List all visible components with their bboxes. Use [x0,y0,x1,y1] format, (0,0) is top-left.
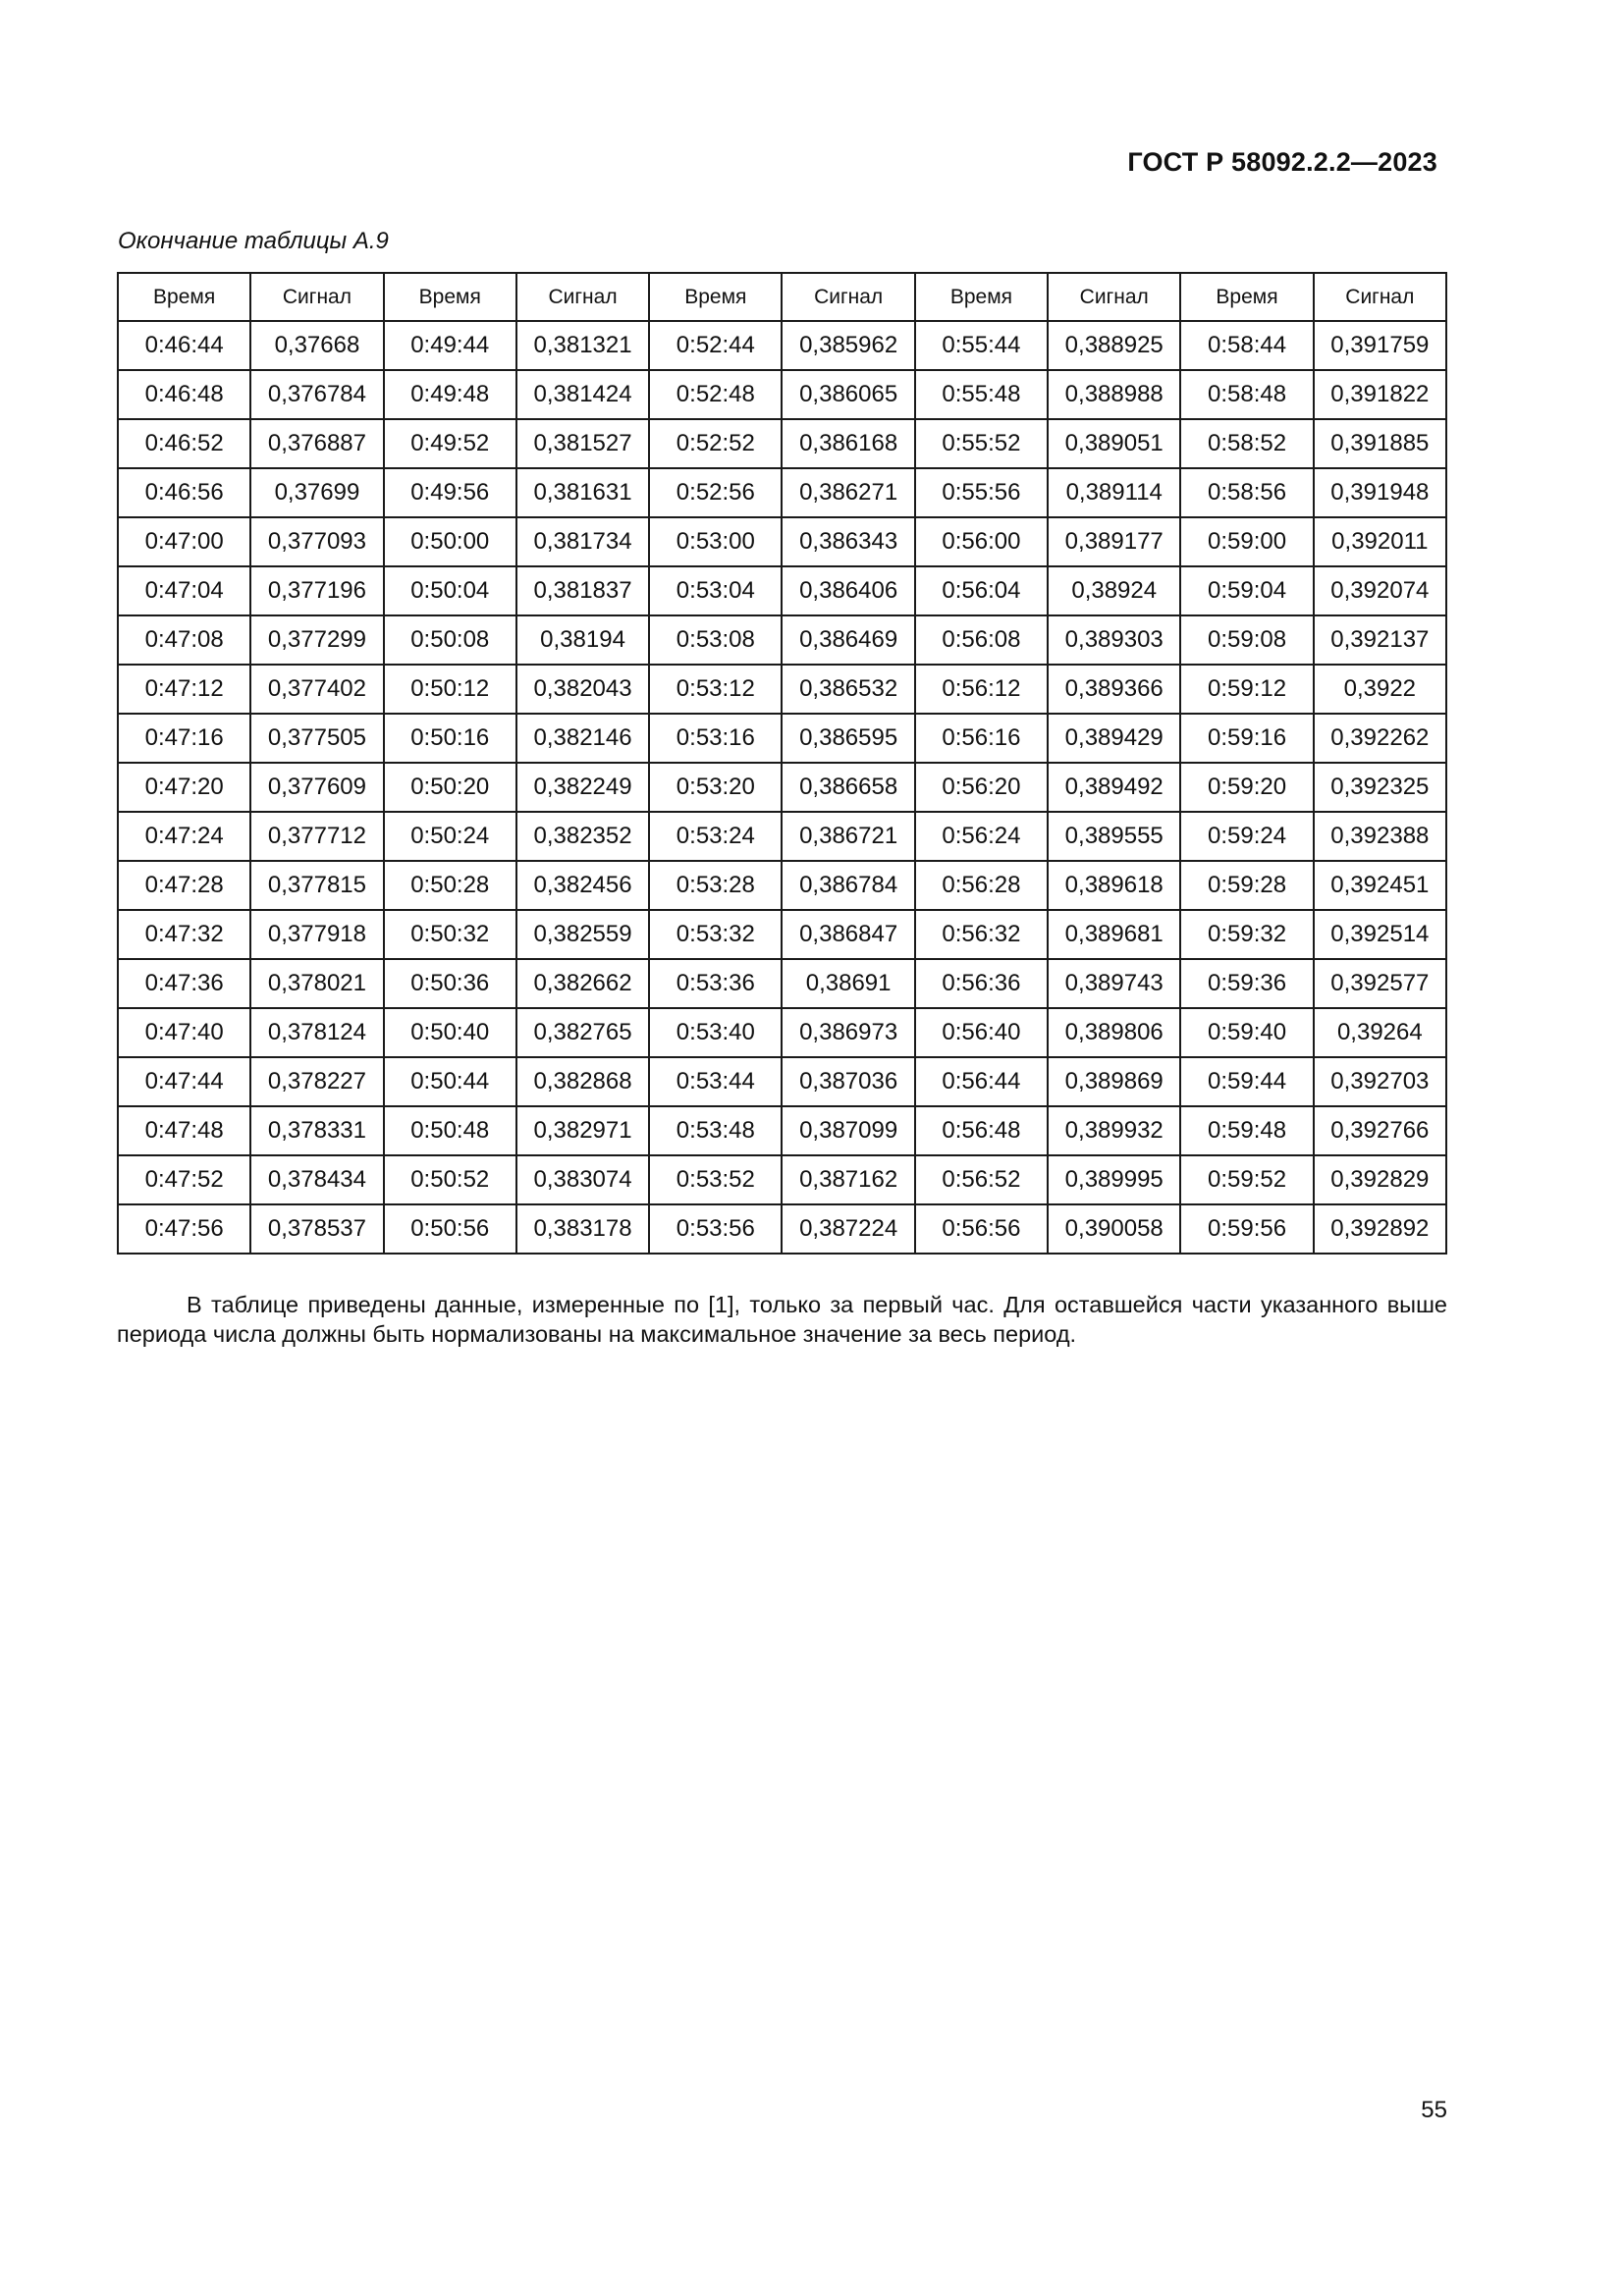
signal-cell: 0,389932 [1048,1106,1180,1155]
column-header: Сигнал [1314,273,1446,321]
time-cell: 0:59:20 [1180,763,1313,812]
signal-cell: 0,378537 [250,1204,383,1254]
signal-cell: 0,392514 [1314,910,1446,959]
signal-cell: 0,389743 [1048,959,1180,1008]
signal-cell: 0,38691 [782,959,914,1008]
time-cell: 0:58:44 [1180,321,1313,370]
signal-cell: 0,389366 [1048,665,1180,714]
signal-cell: 0,389681 [1048,910,1180,959]
signal-cell: 0,391885 [1314,419,1446,468]
time-cell: 0:53:40 [649,1008,782,1057]
signal-cell: 0,389051 [1048,419,1180,468]
time-cell: 0:52:44 [649,321,782,370]
time-cell: 0:59:24 [1180,812,1313,861]
time-cell: 0:53:36 [649,959,782,1008]
table-row [118,861,1446,910]
signal-cell: 0,381527 [516,419,649,468]
time-cell: 0:59:32 [1180,910,1313,959]
signal-cell: 0,392577 [1314,959,1446,1008]
table-row [118,370,1446,419]
column-header: Сигнал [516,273,649,321]
table-body [118,321,1446,1254]
signal-cell: 0,392074 [1314,566,1446,615]
signal-cell: 0,382559 [516,910,649,959]
time-cell: 0:50:48 [384,1106,516,1155]
time-cell: 0:58:48 [1180,370,1313,419]
time-cell: 0:56:28 [915,861,1048,910]
signal-cell: 0,389177 [1048,517,1180,566]
time-cell: 0:56:24 [915,812,1048,861]
time-cell: 0:56:36 [915,959,1048,1008]
time-cell: 0:49:44 [384,321,516,370]
time-cell: 0:56:40 [915,1008,1048,1057]
signal-cell: 0,381321 [516,321,649,370]
time-cell: 0:53:28 [649,861,782,910]
signal-cell: 0,382765 [516,1008,649,1057]
time-cell: 0:59:44 [1180,1057,1313,1106]
time-cell: 0:49:52 [384,419,516,468]
standard-code: ГОСТ Р 58092.2.2—2023 [1127,147,1437,177]
signal-cell: 0,38194 [516,615,649,665]
table-row [118,1204,1446,1254]
signal-cell: 0,378124 [250,1008,383,1057]
signal-cell: 0,386343 [782,517,914,566]
table-row [118,763,1446,812]
time-cell: 0:53:12 [649,665,782,714]
time-cell: 0:46:44 [118,321,250,370]
signal-cell: 0,392262 [1314,714,1446,763]
column-header: Сигнал [1048,273,1180,321]
table-row [118,812,1446,861]
column-header: Время [118,273,250,321]
time-cell: 0:47:04 [118,566,250,615]
column-header: Время [915,273,1048,321]
table-row [118,566,1446,615]
time-cell: 0:53:16 [649,714,782,763]
signal-cell: 0,389492 [1048,763,1180,812]
time-cell: 0:53:44 [649,1057,782,1106]
time-cell: 0:53:04 [649,566,782,615]
signal-cell: 0,381734 [516,517,649,566]
time-cell: 0:59:12 [1180,665,1313,714]
time-cell: 0:56:32 [915,910,1048,959]
time-cell: 0:53:56 [649,1204,782,1254]
time-cell: 0:53:32 [649,910,782,959]
time-cell: 0:50:52 [384,1155,516,1204]
signal-cell: 0,377196 [250,566,383,615]
time-cell: 0:58:56 [1180,468,1313,517]
signal-cell: 0,377093 [250,517,383,566]
signal-cell: 0,381424 [516,370,649,419]
time-cell: 0:56:52 [915,1155,1048,1204]
signal-cell: 0,389806 [1048,1008,1180,1057]
signal-cell: 0,38924 [1048,566,1180,615]
time-cell: 0:56:00 [915,517,1048,566]
time-cell: 0:59:36 [1180,959,1313,1008]
table-row [118,321,1446,370]
signal-cell: 0,386469 [782,615,914,665]
time-cell: 0:52:52 [649,419,782,468]
time-cell: 0:50:36 [384,959,516,1008]
table-row [118,615,1446,665]
signal-cell: 0,382249 [516,763,649,812]
signal-cell: 0,382352 [516,812,649,861]
table-caption: Окончание таблицы А.9 [118,228,389,254]
signal-cell: 0,378227 [250,1057,383,1106]
time-cell: 0:53:24 [649,812,782,861]
time-cell: 0:47:28 [118,861,250,910]
signal-cell: 0,392703 [1314,1057,1446,1106]
column-header: Время [649,273,782,321]
signal-cell: 0,391948 [1314,468,1446,517]
time-cell: 0:49:56 [384,468,516,517]
signal-cell: 0,389618 [1048,861,1180,910]
table-row [118,665,1446,714]
time-cell: 0:52:56 [649,468,782,517]
signal-cell: 0,388988 [1048,370,1180,419]
signal-cell: 0,377402 [250,665,383,714]
time-cell: 0:46:52 [118,419,250,468]
time-cell: 0:56:08 [915,615,1048,665]
signal-cell: 0,389303 [1048,615,1180,665]
time-cell: 0:55:48 [915,370,1048,419]
time-cell: 0:50:24 [384,812,516,861]
signal-cell: 0,377299 [250,615,383,665]
time-cell: 0:50:32 [384,910,516,959]
time-cell: 0:47:24 [118,812,250,861]
time-cell: 0:53:48 [649,1106,782,1155]
time-cell: 0:55:52 [915,419,1048,468]
time-cell: 0:53:00 [649,517,782,566]
signal-cell: 0,37699 [250,468,383,517]
time-cell: 0:47:32 [118,910,250,959]
signal-cell: 0,386168 [782,419,914,468]
table-row [118,419,1446,468]
signal-cell: 0,376784 [250,370,383,419]
time-cell: 0:49:48 [384,370,516,419]
time-cell: 0:55:56 [915,468,1048,517]
table-row [118,1008,1446,1057]
table-row [118,959,1446,1008]
signal-cell: 0,392829 [1314,1155,1446,1204]
time-cell: 0:47:52 [118,1155,250,1204]
signal-cell: 0,390058 [1048,1204,1180,1254]
time-cell: 0:58:52 [1180,419,1313,468]
table-note: В таблице приведены данные, измеренные по [1], только за первый час. Для оставшейся части указанного выше периода числа должны быть нормализованы на максимальное значение за весь период. [117,1292,1447,1347]
time-cell: 0:47:44 [118,1057,250,1106]
time-cell: 0:53:20 [649,763,782,812]
signal-cell: 0,377815 [250,861,383,910]
time-cell: 0:59:48 [1180,1106,1313,1155]
signal-cell: 0,376887 [250,419,383,468]
time-cell: 0:47:08 [118,615,250,665]
time-cell: 0:47:48 [118,1106,250,1155]
signal-cell: 0,385962 [782,321,914,370]
signal-cell: 0,382662 [516,959,649,1008]
column-header: Время [384,273,516,321]
signal-cell: 0,386271 [782,468,914,517]
column-header: Сигнал [782,273,914,321]
time-cell: 0:59:52 [1180,1155,1313,1204]
time-cell: 0:59:00 [1180,517,1313,566]
time-cell: 0:47:00 [118,517,250,566]
time-cell: 0:59:16 [1180,714,1313,763]
time-cell: 0:59:28 [1180,861,1313,910]
signal-cell: 0,39264 [1314,1008,1446,1057]
time-cell: 0:53:08 [649,615,782,665]
time-cell: 0:47:56 [118,1204,250,1254]
signal-cell: 0,383178 [516,1204,649,1254]
signal-cell: 0,387224 [782,1204,914,1254]
table-row [118,714,1446,763]
table-row [118,1155,1446,1204]
signal-cell: 0,377918 [250,910,383,959]
table-row [118,468,1446,517]
time-cell: 0:56:48 [915,1106,1048,1155]
signal-cell: 0,392451 [1314,861,1446,910]
signal-cell: 0,378434 [250,1155,383,1204]
signal-cell: 0,382043 [516,665,649,714]
time-cell: 0:59:56 [1180,1204,1313,1254]
signal-cell: 0,386065 [782,370,914,419]
time-cell: 0:56:44 [915,1057,1048,1106]
signal-cell: 0,386658 [782,763,914,812]
signal-cell: 0,391822 [1314,370,1446,419]
table-row [118,1106,1446,1155]
signal-cell: 0,388925 [1048,321,1180,370]
time-cell: 0:50:16 [384,714,516,763]
time-cell: 0:59:08 [1180,615,1313,665]
time-cell: 0:50:28 [384,861,516,910]
time-cell: 0:50:04 [384,566,516,615]
signal-cell: 0,382146 [516,714,649,763]
time-cell: 0:47:36 [118,959,250,1008]
signal-cell: 0,386784 [782,861,914,910]
table-row [118,910,1446,959]
time-cell: 0:56:12 [915,665,1048,714]
signal-cell: 0,387162 [782,1155,914,1204]
time-cell: 0:59:04 [1180,566,1313,615]
signal-cell: 0,382868 [516,1057,649,1106]
signal-cell: 0,378021 [250,959,383,1008]
signal-cell: 0,378331 [250,1106,383,1155]
time-cell: 0:56:20 [915,763,1048,812]
column-header: Время [1180,273,1313,321]
signal-cell: 0,392892 [1314,1204,1446,1254]
signal-cell: 0,381631 [516,468,649,517]
signal-cell: 0,389995 [1048,1155,1180,1204]
signal-cell: 0,377712 [250,812,383,861]
signal-cell: 0,382456 [516,861,649,910]
time-cell: 0:50:08 [384,615,516,665]
time-cell: 0:50:40 [384,1008,516,1057]
time-cell: 0:52:48 [649,370,782,419]
signal-cell: 0,37668 [250,321,383,370]
table-row [118,1057,1446,1106]
time-cell: 0:56:04 [915,566,1048,615]
header-row [118,273,1446,321]
page-number: 55 [1421,2097,1447,2123]
time-cell: 0:47:16 [118,714,250,763]
data-table [117,272,1447,1255]
signal-cell: 0,377505 [250,714,383,763]
time-cell: 0:56:16 [915,714,1048,763]
signal-cell: 0,383074 [516,1155,649,1204]
time-cell: 0:50:44 [384,1057,516,1106]
signal-cell: 0,392766 [1314,1106,1446,1155]
time-cell: 0:47:20 [118,763,250,812]
time-cell: 0:53:52 [649,1155,782,1204]
signal-cell: 0,389555 [1048,812,1180,861]
signal-cell: 0,386595 [782,714,914,763]
signal-cell: 0,392137 [1314,615,1446,665]
signal-cell: 0,386532 [782,665,914,714]
time-cell: 0:47:40 [118,1008,250,1057]
time-cell: 0:46:56 [118,468,250,517]
time-cell: 0:46:48 [118,370,250,419]
table-header [118,273,1446,321]
signal-cell: 0,392325 [1314,763,1446,812]
time-cell: 0:47:12 [118,665,250,714]
signal-cell: 0,386406 [782,566,914,615]
signal-cell: 0,389869 [1048,1057,1180,1106]
column-header: Сигнал [250,273,383,321]
signal-cell: 0,387099 [782,1106,914,1155]
time-cell: 0:50:56 [384,1204,516,1254]
time-cell: 0:56:56 [915,1204,1048,1254]
signal-cell: 0,382971 [516,1106,649,1155]
time-cell: 0:59:40 [1180,1008,1313,1057]
time-cell: 0:50:12 [384,665,516,714]
signal-cell: 0,386847 [782,910,914,959]
time-cell: 0:50:20 [384,763,516,812]
signal-cell: 0,389429 [1048,714,1180,763]
signal-cell: 0,392388 [1314,812,1446,861]
signal-cell: 0,377609 [250,763,383,812]
signal-cell: 0,381837 [516,566,649,615]
signal-cell: 0,391759 [1314,321,1446,370]
time-cell: 0:55:44 [915,321,1048,370]
signal-cell: 0,387036 [782,1057,914,1106]
signal-cell: 0,389114 [1048,468,1180,517]
signal-cell: 0,386721 [782,812,914,861]
signal-cell: 0,392011 [1314,517,1446,566]
time-cell: 0:50:00 [384,517,516,566]
table-row [118,517,1446,566]
signal-cell: 0,3922 [1314,665,1446,714]
signal-cell: 0,386973 [782,1008,914,1057]
